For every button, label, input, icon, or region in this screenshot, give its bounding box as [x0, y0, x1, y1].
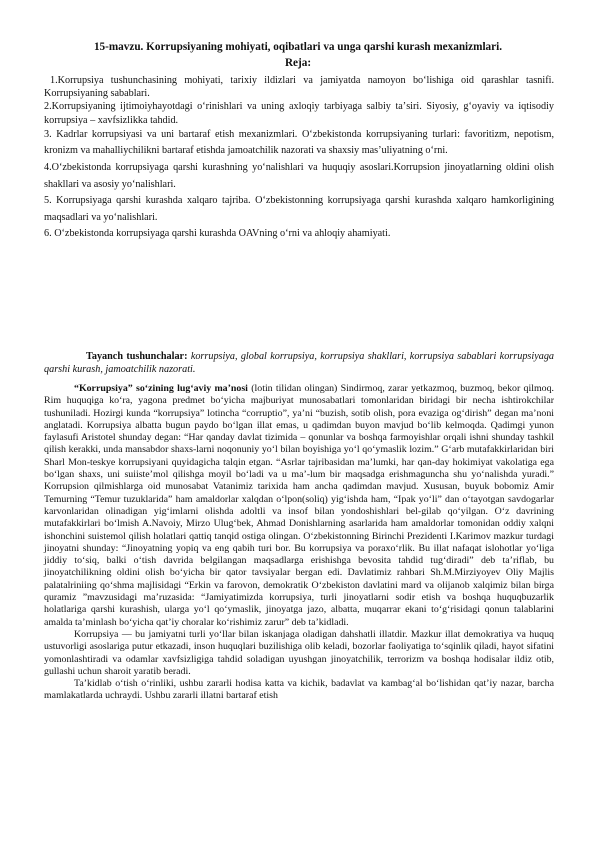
key-concepts-text: korrupsiya, global korrupsiya, korrupsiya shakllari, korrupsiya sabablari korrupsiyaga qarshi kurash, jamoatchilik nazorati. — [44, 351, 555, 376]
plan-item: 5. Korrupsiyaga qarshi kurashda xalqaro tajriba. Oʻzbekistonning korrupsiyaga qarshi kurashda xalqaro hamkorligining maqsadlari va yoʻnalishlari. — [44, 195, 554, 223]
plan-item: 3. Kadrlar korrupsiyasi va uni bartaraf etish mexanizmlari. Oʻzbekistonda korrupsiyaning turlari: favoritizm, nepotism, kronizm va mahalliychilikni bartaraf etishda jamoatchilik nazorati va shaxsiy masʼuliyatning oʻrni. — [44, 128, 554, 157]
paragraph-text: (lotin tilidan olingan) Sindirmoq, zarar yetkazmoq, buzmoq, bekor qilmoq. Rim huquqiga koʻra, yagona predmet boʻyicha majburiyat munosabatlari tomonlaridan biridagi bir necha ishtirokchilar tushuniladi. Hozirgi kunda “korrupsiya” lotincha “corruptio”, yaʼni “buzish, sotib olish, pora evaziga ogʻdirish” degan maʼnoni anglatadi. Korrupsiya albatta bugun paydo boʻlgan illat emas, u qadimdan buyon mavjud boʻlib kelmoqda. Qadimgi yunon faylasufi Aristotel shunday degan: “Har qanday davlat tizimida – qonunlar va boshqa farmoyishlar orqali ishni shunday tashkil qilish kerakki, unda mansabdor shaxs-larni noqonuniy yoʻl bilan boyishiga yoʻl qoʻymaslik lozim.” Gʻarb mutafakkirlaridan biri Sharl Mon-teskye korrupsiyani quyidagicha talqin etgan. “Asrlar tajribasidan maʼlumki, har qan-day hokimiyat vakolatiga ega boʻlgan shaxs, uni suiisteʼmol qilishga moyil boʻladi va u maʼ-lum bir maqsadga erishmaguncha shu yoʻnalishda yuradi.” Korrupsion qilmishlarga oid munosabat Vatanimiz tarixida ham ancha qadimdan mavjud. Xususan, buyuk bobomiz Amir Temurning “Temur tuzuklarida” ham amaldorlar xalqdan oʻlpon(soliq) yigʻishda ham, “Ipak yoʻli” dan oʻtayotgan savdogarlar karvonlaridan olinadigan yigʻimlarni olishda adoltli va insof bilan yondoshishlari bel-gilab qoʻyilgan. Oʻz davrining mutafakkirlari boʻlmish A.Navoiy, Mirzo Ulugʻbek, Ahmad Donishlarning asarlarida ham amaldorlar tomonidan oddiy xalqni ishonchini suistemol qilish holatlari qattiq tanqid ostiga olingan. Oʻzbekistonning Birinchi Prezidenti I.Karimov mazkur turdagi jinoyatni shunday: “Jinoyatning yopiq va eng qabih turi bor. Bu korrupsiya va poraxoʻrlik. Bu illat nafaqat islohotlar yoʻliga jiddiy toʻsiq, balki oʻtish davrida belgilangan maqsadlarga erishishga bevosita tahdid tugʻdiradi” deb taʼriflab, bu jinoyatchilikning oldini olish boʻyicha bir qator tavsiyalar bergan edi. Davlatimiz rahbari Sh.M.Mirziyoyev Oliy Majlis palatalriniing qoʻshma majlisidagi “Erkin va farovon, demokratik Oʻzbekiston davlatini mard va olijanob xalqimiz bilan birga quramiz ”mavzusidagi maʼruzasida: “Jamiyatimizda korrupsiya, turli jinoyatlarni sodir etish va boshqa huquqbuzarlik holatlariga qarshi kurashish, ularga yoʻl qoʻymaslik, jinoyatga jazo, albatta, muqarrar ekani toʻgʻrisidagi qonun talablarini amalda taʼminlash boʻyicha qatʼiy choralar koʻrishimiz zarur” deb taʼkidladi. — [44, 383, 554, 628]
paragraph-text: Korrupsiya — bu jamiyatni turli yoʻllar bilan iskanjaga oladigan dahshatli illatdir. Mazkur illat demokratiya va huquq ustuvorligi asoslariga putur etkazadi, inson huquqlari buzilishiga olib keladi, bozorlar faoliyatiga toʻsqinlik qiladi, hayot sifatini yomonlashtiradi va odamlar xavfsizligiga tahdid soladigan uyushgan jinoyatchilik, terrorizm va boshqa hodisalar ildiz otib, gullashi uchun sharoit yaratib beradi. — [44, 628, 554, 677]
plan-item: 4.Oʻzbekistonda korrupsiyaga qarshi kurashning yoʻnalishlari va huquqiy asoslari.Korrupsion jinoyatlarning oldini olish shakllari va asosiy yoʻnalishlari. — [44, 162, 554, 190]
paragraph — [44, 629, 554, 678]
term-definition-lead: “Korrupsiya” soʻzining lugʻaviy maʼnosi — [74, 383, 248, 394]
plan-item: 6. Oʻzbekistonda korrupsiyaga qarshi kurashda OAVning oʻrni va ahloqiy ahamiyati. — [44, 228, 391, 240]
paragraph — [44, 383, 554, 629]
paragraph-text: Taʼkidlab oʻtish oʻrinliki, ushbu zararli hodisa katta va kichik, badavlat va kambagʻal boʻlishidan qatʼiy nazar, barcha mamlakatlarda uchraydi. Ushbu zararli illatni bartaraf etish — [44, 678, 554, 702]
main-text — [44, 383, 554, 703]
plan-heading: Reja: — [284, 57, 312, 69]
key-concepts — [44, 350, 554, 376]
plan-list — [44, 74, 554, 243]
page-title: 15-mavzu. Korrupsiyaning mohiyati, oqibatlari va unga qarshi kurash mexanizmlari. — [93, 41, 503, 53]
key-concepts-label: Tayanch tushunchalar: — [86, 351, 188, 362]
plan-item: 2.Korrupsiyaning ijtimoiyhayotdagi oʻrinishlari va uning axloqiy tarbiyaga salbiy taʼsiri. Siyosiy, gʻoyaviy va iqtisodiy korrupsiya – xavfsizlikka tahdid. — [44, 101, 554, 126]
plan-item: 1.Korrupsiya tushunchasining mohiyati, tarixiy ildizlari va jamiyatda namoyon boʻlishiga oid qarashlar tasnifi. Korrupsiyaning sabablari. — [44, 75, 554, 100]
paragraph — [44, 678, 554, 703]
